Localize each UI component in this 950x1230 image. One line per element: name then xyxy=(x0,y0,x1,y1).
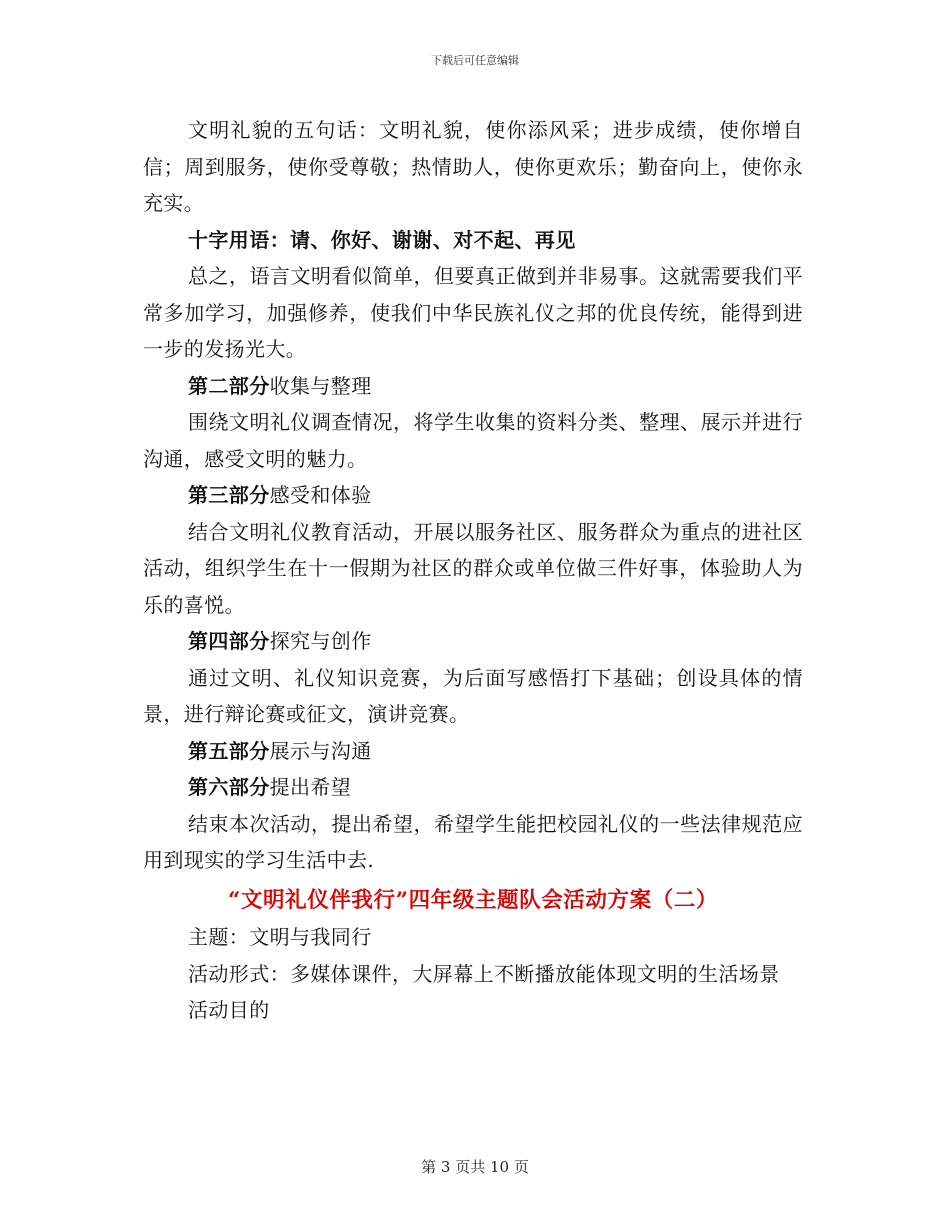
section-label: 第四部分 xyxy=(188,629,270,653)
section-title: 收集与整理 xyxy=(269,373,372,398)
paragraph-activity-form: 活动形式：多媒体课件，大屏幕上不断播放能体现文明的生活场景 xyxy=(188,961,780,986)
paragraph-part3: 结合文明礼仪教育活动，开展以服务社区、服务群众为重点的进社区活动，组织学生在十一假期为社区的群众或单位做三件好事，体验助人为乐的喜悦。 xyxy=(143,519,803,617)
section-heading-part2 xyxy=(143,368,803,405)
section-title: 提出希望 xyxy=(269,775,352,799)
section-label: 第二部分 xyxy=(188,373,270,398)
page-footer: 第 3 页共 10 页 xyxy=(421,1158,529,1176)
section-title: 展示与沟通 xyxy=(269,738,372,763)
section-label: 第三部分 xyxy=(188,483,270,507)
section-heading-part4 xyxy=(143,623,803,660)
paragraph-part2: 围绕文明礼仪调查情况，将学生收集的资料分类、整理、展示并进行沟通，感受文明的魅力。 xyxy=(143,410,803,471)
heading-ten-words-text: 十字用语：请、你好、谢谢、对不起、再见 xyxy=(188,227,576,252)
section-heading-part6 xyxy=(143,769,803,806)
section-heading-part5 xyxy=(143,733,803,770)
paragraph-theme: 主题：文明与我同行 xyxy=(188,925,372,949)
section-label: 第五部分 xyxy=(188,738,270,763)
document-body xyxy=(143,112,803,1029)
paragraph-activity-purpose: 活动目的 xyxy=(188,998,270,1022)
section-label: 第六部分 xyxy=(188,775,270,799)
page-header-note: 下载后可任意编辑 xyxy=(431,54,519,67)
paragraph-five-phrases: 文明礼貌的五句话：文明礼貌，使你添风采；进步成绩，使你增自信；周到服务，使你受尊敬；热情助人，使你更欢乐；勤奋向上，使你永充实。 xyxy=(143,118,803,215)
section-title: 探究与创作 xyxy=(269,629,372,653)
section-title: 感受和体验 xyxy=(269,483,372,507)
section-heading-part3 xyxy=(143,477,803,514)
paragraph-part4: 通过文明、礼仪知识竞赛，为后面写感悟打下基础；创设具体的情景，进行辩论赛或征文，演讲竞赛。 xyxy=(143,665,803,726)
document-title-part2: “文明礼仪伴我行”四年级主题队会活动方案（二） xyxy=(227,887,719,913)
heading-ten-words xyxy=(143,222,803,259)
paragraph-summary: 总之，语言文明看似简单，但要真正做到并非易事。这就需要我们平常多加学习，加强修养，使我们中华民族礼仪之邦的优良传统，能得到进一步的发扬光大。 xyxy=(143,264,803,361)
paragraph-part6: 结束本次活动，提出希望，希望学生能把校园礼仪的一些法律规范应用到现实的学习生活中去. xyxy=(143,811,803,872)
